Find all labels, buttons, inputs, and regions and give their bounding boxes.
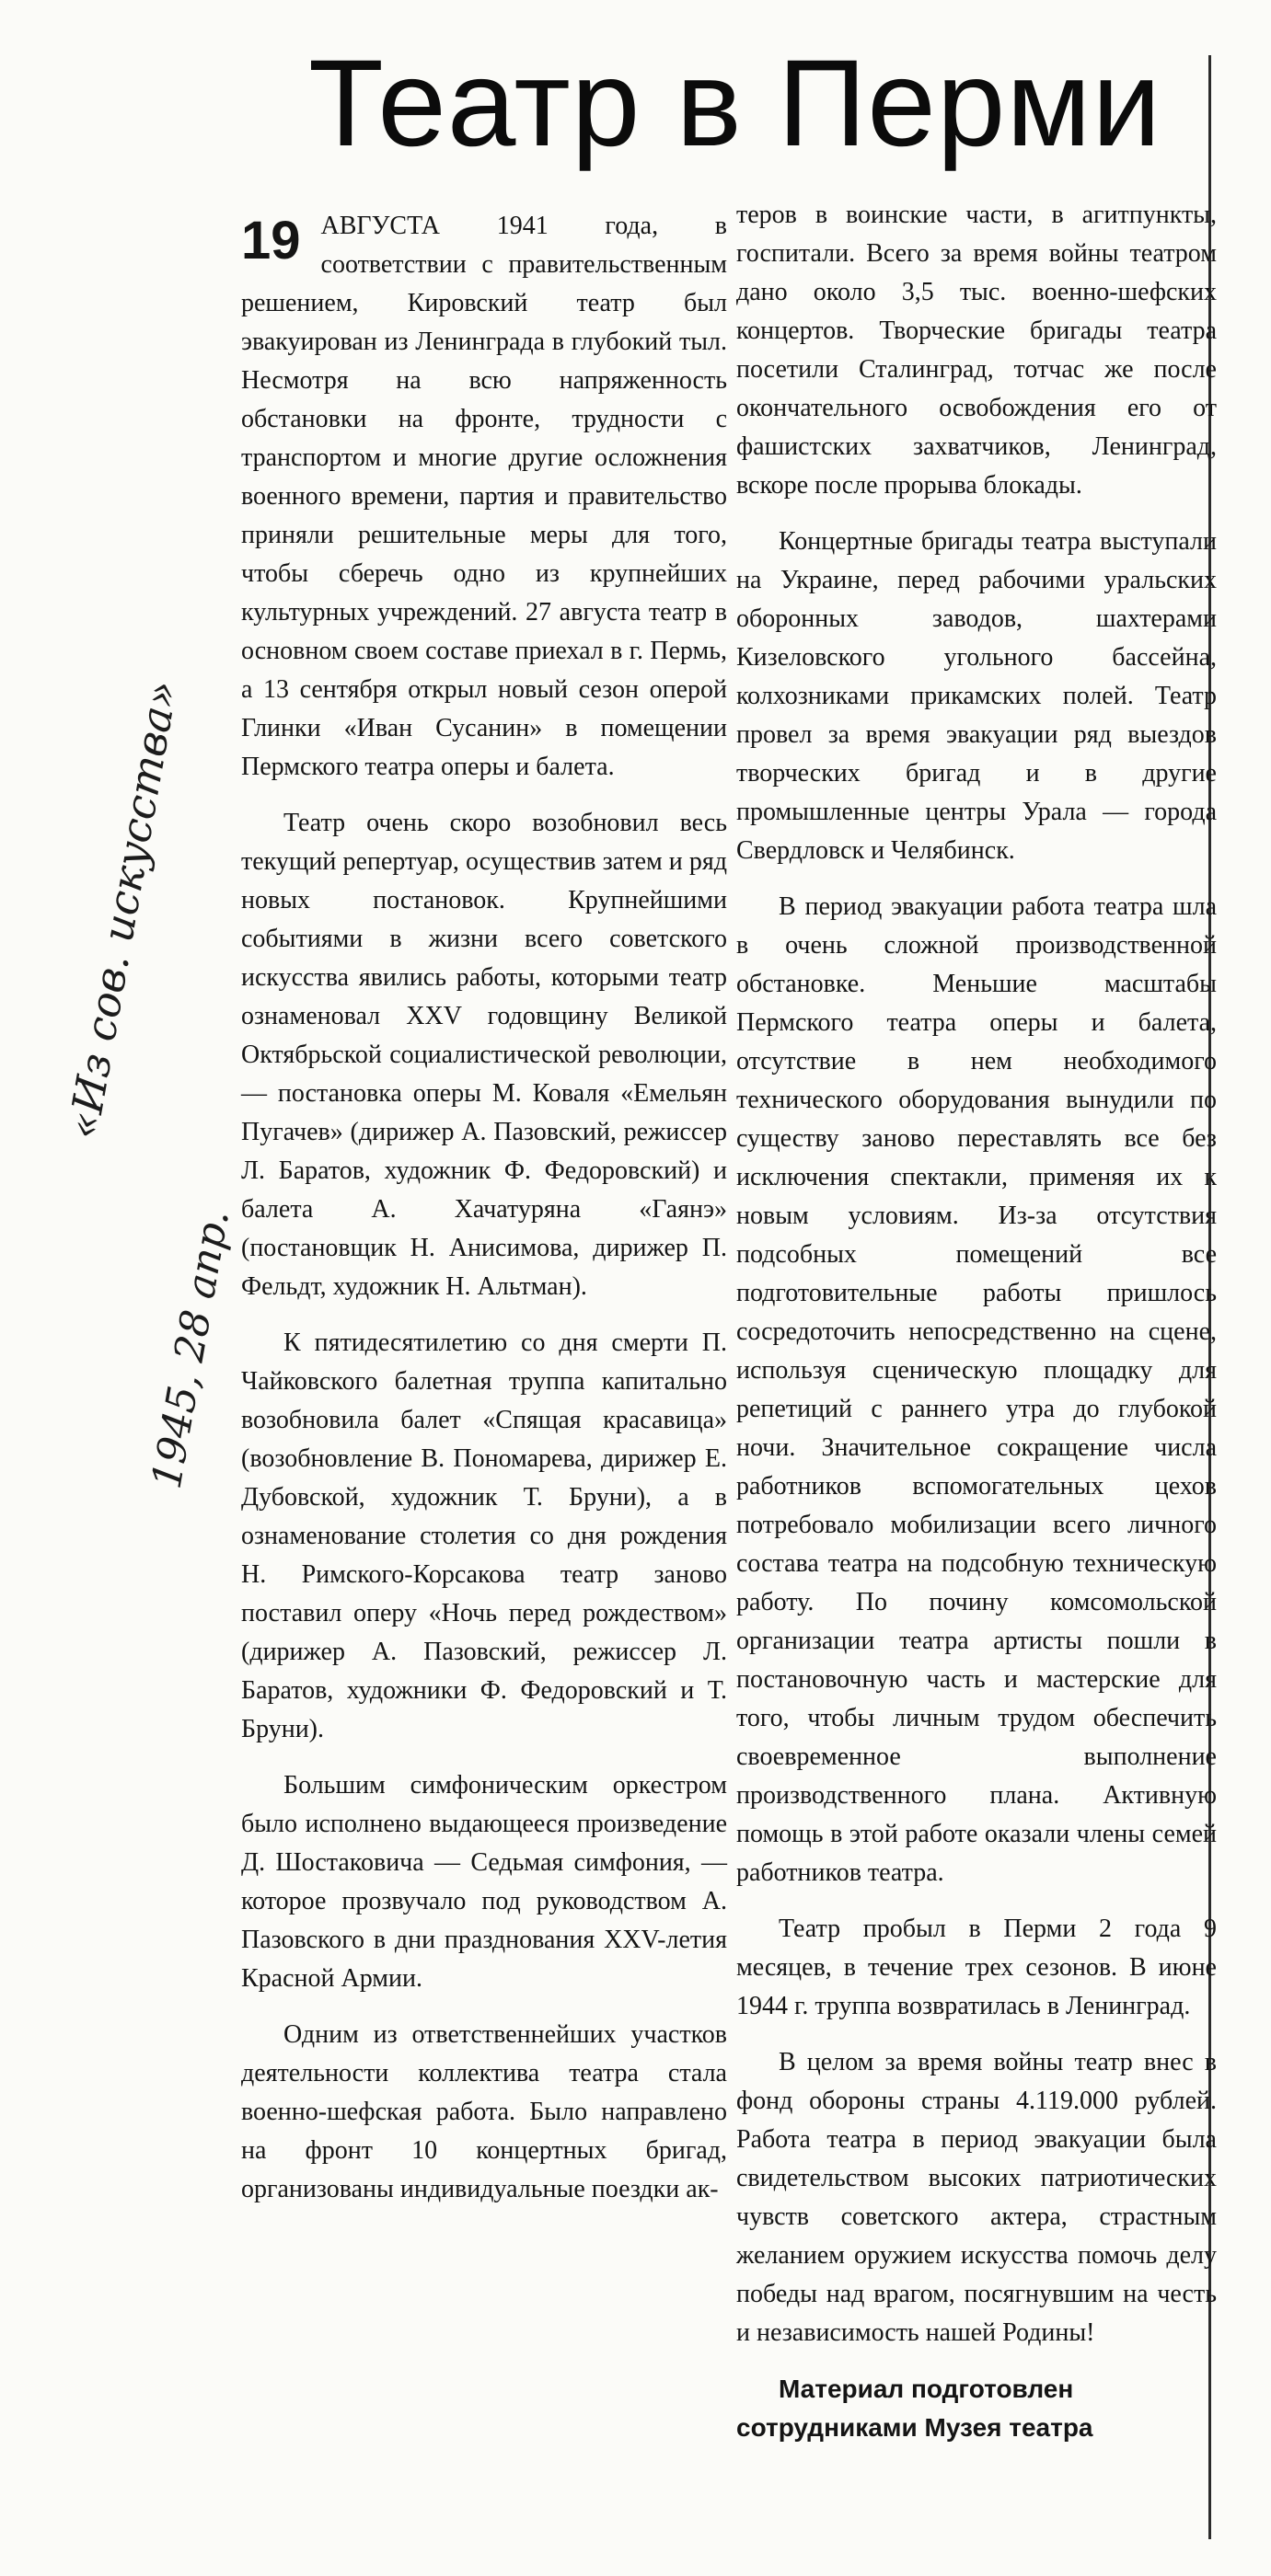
article-paragraph: Театр пробыл в Перми 2 года 9 месяцев, в течение трех сезонов. В июне 1944 г. труппа возвратилась в Ленинград. [736, 1915, 1217, 2020]
article-paragraph: К пятидесятилетию со дня смерти П. Чайковского балетная труппа капитально возобновила балет «Спящая красавица» (возобновление В. Пономарева, дирижер Е. Дубовской, художник Т. Бруни), а в ознаменование столетия со дня рождения Н. Римского-Корсакова театр заново поставил оперу «Ночь перед рождеством» (дирижер А. Пазовский, режиссер Л. Баратов, художники Ф. Федоровский и Т. Бруни). [241, 1328, 727, 1743]
article-paragraph: АВГУСТА 1941 года, в соответствии с правительственным решением, Кировский театр был эвакуирован из Ленинграда в глубокий тыл. Несмотря на всю напряженность обстановки на фронте, трудности с транспортом и многие другие осложнения военного времени, партия и правительство приняли решительные меры для того, чтобы сберечь одно из крупнейших культурных учреждений. 27 августа театр в основном своем составе приехал в г. Пермь, а 13 сентября открыл новый сезон оперой Глинки «Иван Сусанин» в помещении Пермского театра оперы и балета. [241, 212, 727, 781]
headline: Театр в Перми [308, 35, 1162, 172]
article-paragraph: Театр очень скоро возобновил весь текущий репертуар, осуществив затем и ряд новых постановок. Крупнейшими событиями в жизни всего советского искусства явились работы, которыми театр ознаменовал XXV годовщину Великой Октябрьской социалистической революции, — постановка оперы М. Коваля «Емельян Пугачев» (дирижер А. Пазовский, режиссер Л. Баратов, художник Ф. Федоровский) и балета А. Хачатуряна «Гаянэ» (постановщик Н. Анисимова, дирижер П. Фельдт, художник Н. Альтман). [241, 809, 727, 1301]
handwritten-date: 1945, 28 апр. [143, 1206, 239, 1492]
article-paragraph: Большим симфоническим оркестром было исполнено выдающееся произведение Д. Шостаковича — Седьмая симфония, — которое прозвучало под руководством А. Пазовского в дни празднования XXV-летия Красной Армии. [241, 1771, 727, 1993]
article-paragraph: В период эвакуации работа театра шла в очень сложной производственной обстановке. Меньшие масштабы Пермского театра оперы и балета, отсутствие в нем необходимого технического оборудования вынудили по существу заново переставлять все без исключения спектакли, применяя их к новым условиям. Из-за отсутствия подсобных помещений все подготовительные работы пришлось сосредоточить непосредственно на сцене, используя сценическую площадку для репетиций с раннего утра до глубокой ночи. Значительное сокращение числа работников вспомогательных цехов потребовало мобилизации всего личного состава театра на подсобную техническую работу. По почину комсомольской организации театра артисты пошли в постановочную часть и мастерские для того, чтобы личным трудом обеспечить своевременное выполнение производственного плана. Активную помощь в этой работе оказали члены семей работников театра. [736, 892, 1217, 1887]
article-paragraph: В целом за время войны театр внес в фонд обороны страны 4.119.000 рублей. Работа театра в период эвакуации была свидетельством высоких патриотических чувств советского актера, страстным желанием оружием искусства помочь делу победы над врагом, посягнувшим на честь и независимость нашей Родины! [736, 2048, 1217, 2347]
article-paragraph: Концертные бригады театра выступали на Украине, перед рабочими уральских оборонных заводов, шахтерами Кизеловского угольного бассейна, колхозниками прикамских полей. Театр провел за время эвакуации ряд выездов творческих бригад и в другие промышленные центры Урала — города Свердловск и Челябинск. [736, 527, 1217, 865]
dropcap: 19 [241, 211, 301, 270]
article-credit: Материал подготовлен сотрудниками Музея театра [736, 2375, 1093, 2442]
article-paragraph: Одним из ответственнейших участков деятельности коллектива театра стала военно-шефская работа. Было направлено на фронт 10 концертных бригад, организованы индивидуальные поездки ак- [241, 2020, 727, 2203]
article-column-right [736, 196, 1217, 2447]
handwritten-source: «Из сов. искусства» [57, 676, 188, 1143]
article-paragraph: теров в воинские части, в агитпункты, госпитали. Всего за время войны театром дано около 3,5 тыс. военно-шефских концертов. Творческие бригады театра посетили Сталинград, тотчас же после окончательного освобождения его от фашистских захватчиков, Ленинград, вскоре после прорыва блокады. [736, 201, 1217, 500]
article-column-left [241, 207, 727, 2226]
